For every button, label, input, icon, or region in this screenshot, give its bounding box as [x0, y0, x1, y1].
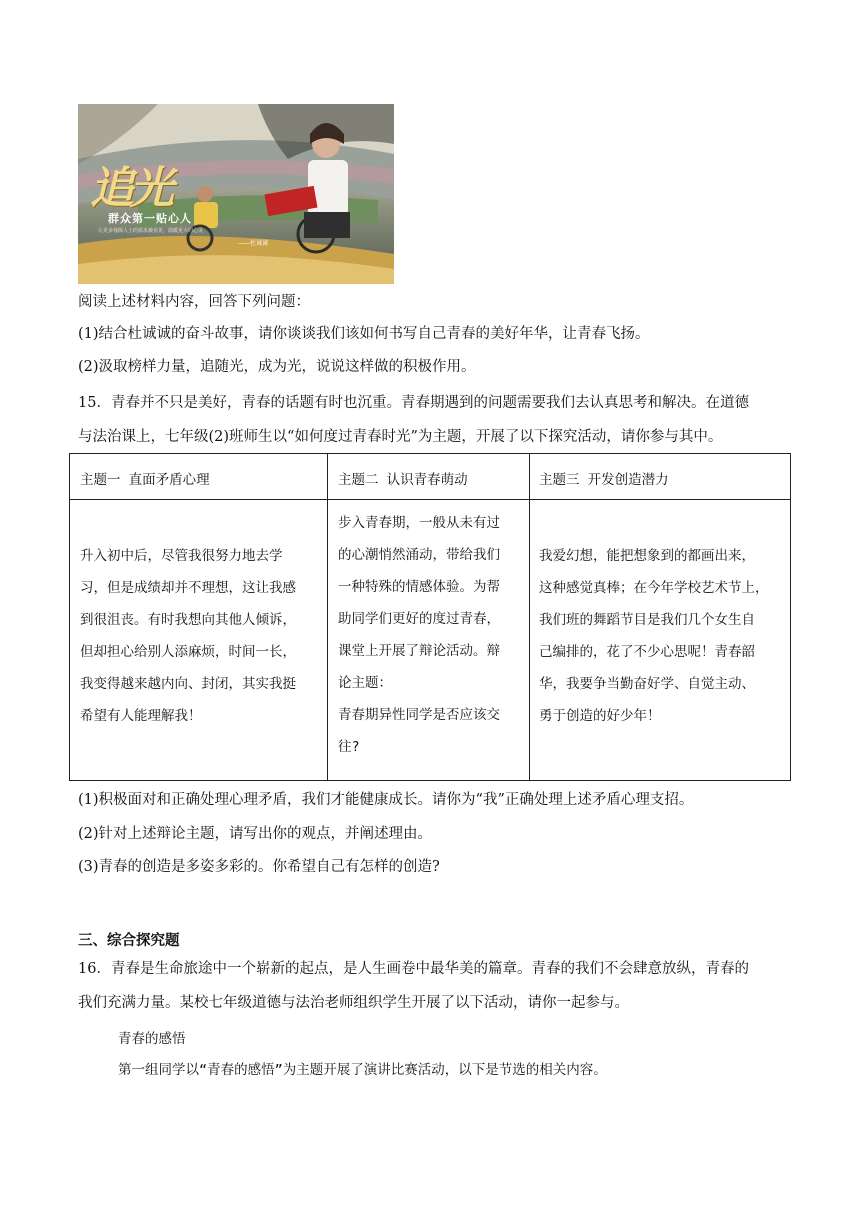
- image-signature: ——杜诚诚: [238, 240, 269, 247]
- cell-line: 我们班的舞蹈节目是我们几个女生自: [539, 612, 755, 628]
- cell-line: 升入初中后，尽管我很努力地去学: [80, 548, 283, 564]
- cell-line: 的心潮悄然涌动，带给我们: [338, 547, 500, 563]
- q15-sub1: (1)积极面对和正确处理心理矛盾，我们才能健康成长。请你为“我”正确处理上述矛盾心理支招。: [78, 792, 694, 808]
- cell-line: 一种特殊的情感体验。为帮: [338, 579, 500, 595]
- intro-text: 阅读上述材料内容，回答下列问题：: [78, 294, 310, 310]
- subsection-title: 青春的感悟: [118, 1031, 186, 1047]
- q16-line1: 16．青春是生命旅途中一个崭新的起点，是人生画卷中最华美的篇章。青春的我们不会肆意放纵，青春的: [78, 961, 749, 977]
- cell-line: 往?: [338, 739, 360, 755]
- q15-line1: 15．青春并不只是美好，青春的话题有时也沉重。青春期遇到的问题需要我们去认真思考和解决。在道德: [78, 395, 749, 411]
- cell-line: 步入青春期，一般从未有过: [338, 515, 500, 531]
- cell-line: 习，但是成绩却并不理想，这让我感: [80, 580, 296, 596]
- q15-line2: 与法治课上，七年级(2)班师生以“如何度过青春时光”为主题，开展了以下探究活动，请你参与其中。: [78, 429, 723, 445]
- cell-line: 但却担心给别人添麻烦，时间一长，: [80, 644, 296, 660]
- cell-line: 青春期异性同学是否应该交: [338, 707, 500, 723]
- cell-topic-1: [80, 540, 296, 732]
- image-small-text: 让更多残障人士的需求被看见，温暖更大的心灵: [98, 228, 204, 234]
- cell-line: 助同学们更好的度过青春，: [338, 611, 500, 627]
- cell-line: 课堂上开展了辩论活动。辩: [338, 643, 500, 659]
- cell-line: 我变得越来越内向、封闭，其实我挺: [80, 676, 296, 692]
- q14-sub1: (1)结合杜诚诚的奋斗故事，请你谈谈我们该如何书写自己青春的美好年华，让青春飞扬。: [78, 326, 650, 342]
- header-topic-1: 主题一 直面矛盾心理: [80, 472, 210, 488]
- image-slogan: 群众第一贴心人: [108, 212, 192, 225]
- subsection-text: 第一组同学以“青春的感悟”为主题开展了演讲比赛活动，以下是节选的相关内容。: [118, 1062, 607, 1078]
- cell-line: 这种感觉真棒；在今年学校艺术节上，: [539, 580, 769, 596]
- header-topic-3: 主题三 开发创造潜力: [539, 472, 669, 488]
- cell-line: 到很沮丧。有时我想向其他人倾诉，: [80, 612, 296, 628]
- cell-topic-2: [338, 507, 500, 763]
- q14-sub2: (2)汲取榜样力量，追随光，成为光，说说这样做的积极作用。: [78, 359, 476, 375]
- title-art: 追光: [90, 163, 170, 214]
- cell-line: 勇于创造的好少年！: [539, 708, 661, 724]
- cell-line: 华，我要争当勤奋好学、自觉主动、: [539, 676, 755, 692]
- q15-sub2: (2)针对上述辩论主题，请写出你的观点，并阐述理由。: [78, 826, 433, 842]
- q15-sub3: (3)青春的创造是多姿多彩的。你希望自己有怎样的创造?: [78, 859, 440, 875]
- topics-table: [69, 453, 791, 781]
- q16-line2: 我们充满力量。某校七年级道德与法治老师组织学生开展了以下活动，请你一起参与。: [78, 995, 629, 1011]
- cell-topic-3: [539, 540, 769, 732]
- cell-line: 我爱幻想，能把想象到的都画出来，: [539, 548, 755, 564]
- cell-line: 己编排的，花了不少心思呢！青春韶: [539, 644, 755, 660]
- cell-line: 论主题：: [338, 675, 392, 691]
- material-photo: [78, 104, 394, 284]
- header-topic-2: 主题二 认识青春萌动: [338, 472, 468, 488]
- cell-line: 希望有人能理解我！: [80, 708, 202, 724]
- section-heading: 三、综合探究题: [78, 933, 180, 949]
